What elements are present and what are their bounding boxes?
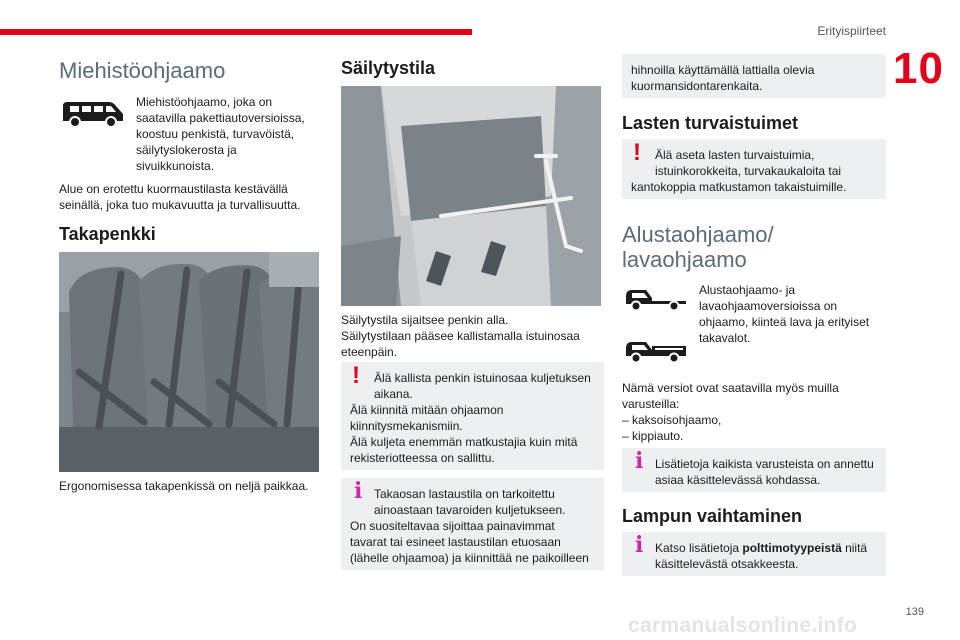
info-icon: i: [635, 532, 644, 558]
rear-bench-caption: Ergonomisessa takapenkissä on neljä paikkaa.: [59, 479, 309, 493]
watermark: carmanualsonline.info: [628, 614, 858, 637]
chassis-cab-icon: [622, 284, 690, 314]
dropside-cab-icon: [622, 336, 690, 366]
child-seat-warning-box: ! Älä aseta lasten turvaistuimia, istuinkorokkeita, turvakaukaloita tai kantokoppia matkustamon takaistuimille.: [622, 139, 886, 199]
versions-paragraph: Nämä versiot ovat saatavilla myös muilla varusteilla: – kaksoisohjaamo, – kippiauto.: [622, 381, 839, 443]
cargo-info-continued: hihnoilla käyttämällä lattialla olevia kuormansidontarenkaita.: [622, 54, 886, 98]
crew-cab-paragraph: Alue on erotettu kuormaustilasta kestävällä seinällä, joka tuo mukavuutta ja turvallisuutta.: [59, 182, 301, 212]
bulb-types-link[interactable]: polttimotyypeistä: [742, 541, 842, 555]
info-icon: i: [354, 478, 363, 504]
lamp-info-prefix: Katso lisätietoja: [655, 541, 743, 555]
chapter-number: 10: [893, 44, 944, 93]
top-accent-bar: [0, 29, 472, 35]
crew-cab-van-icon: [59, 96, 127, 130]
equipment-info-box: i Lisätietoja kaikista varusteista on annettu asiaa käsittelevässä kohdassa.: [622, 448, 886, 492]
heading-storage: Säilytystila: [341, 58, 436, 78]
crew-cab-intro: Miehistöohjaamo, joka on saatavilla pakettiautoversioissa, koostuu penkistä, turvavöistä, säilytyslokerosta ja sivuikkunoista.: [136, 95, 305, 173]
section-title: Erityispiirteet: [817, 24, 886, 38]
storage-warning-box: ! Älä kallista penkin istuinosaa kuljetuksen aikana. Älä kiinnitä mitään ohjaamon kiinnitysmekanismiin. Älä kuljeta enemmän matkustajia kuin mitä rekisteriotteessa on sallittu.: [341, 362, 604, 470]
chassis-cab-intro: Alustaohjaamo- ja lavaohjaamoversioissa on ohjaamo, kiinteä lava ja erityiset takavalot.: [699, 283, 870, 345]
heading-crew-cab: Miehistöohjaamo: [59, 58, 226, 83]
storage-paragraph: Säilytystila sijaitsee penkin alla. Säilytystilaan pääsee kallistamalla istuinosaa eteenpäin.: [341, 313, 580, 359]
lamp-info-box: i Katso lisätietoja polttimotyypeistä niitä käsittelevästä otsakkeesta.: [622, 532, 886, 576]
heading-lamp-change: Lampun vaihtaminen: [622, 506, 803, 526]
rear-bench-photo: [59, 252, 319, 472]
warning-icon: !: [633, 139, 641, 166]
heading-chassis-cab: Alustaohjaamo/ lavaohjaamo: [622, 222, 774, 272]
info-icon: i: [635, 448, 644, 474]
warning-icon: !: [352, 362, 360, 389]
lamp-info-suffix: niitä: [841, 541, 868, 555]
page-number: 139: [905, 606, 924, 618]
heading-child-seats: Lasten turvaistuimet: [622, 113, 799, 133]
cargo-info-box: i Takaosan lastaustila on tarkoitettu ainoastaan tavaroiden kuljetukseen. On suositeltavaa sijoittaa painavimmat tavarat tai esineet lastaustilan etuosaan (lähelle ohjaamoa) ja kiinnittää ne paikoilleen: [341, 478, 604, 570]
storage-photo: [341, 86, 601, 306]
heading-rear-bench: Takapenkki: [59, 224, 156, 244]
